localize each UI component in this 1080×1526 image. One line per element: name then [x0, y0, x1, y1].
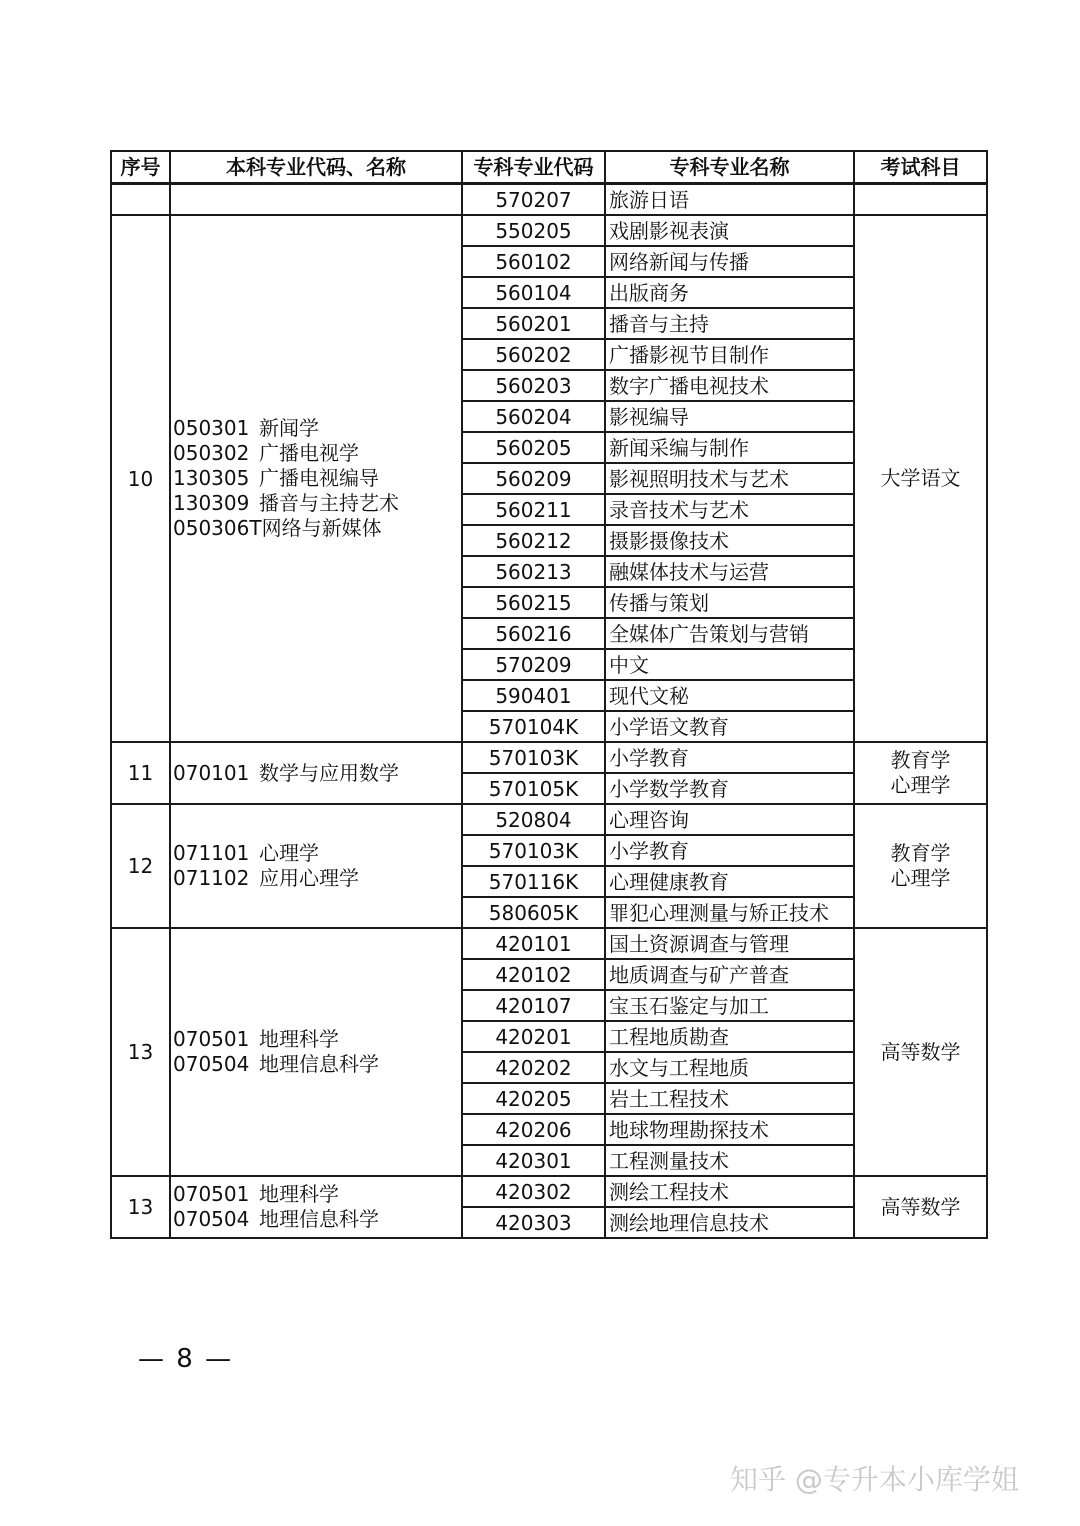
name-cell: 旅游日语: [605, 184, 854, 216]
undergrad-major-name: 地理科学: [259, 1027, 339, 1051]
name-cell: 地球物理勘探技术: [605, 1114, 854, 1145]
undergrad-cell: [170, 928, 462, 1176]
code-cell: 550205: [462, 215, 605, 246]
name-cell: 小学语文教育: [605, 711, 854, 742]
name-cell: 数字广播电视技术: [605, 370, 854, 401]
undergrad-cell: [170, 804, 462, 928]
code-cell: 560203: [462, 370, 605, 401]
name-cell: 播音与主持: [605, 308, 854, 339]
seq-cell: 10: [111, 215, 170, 742]
page-number: — 8 —: [138, 1344, 234, 1374]
undergrad-major-name: 广播电视编导: [259, 466, 379, 490]
undergrad-cell: [170, 184, 462, 216]
code-cell: 420201: [462, 1021, 605, 1052]
undergrad-major-code: 071101: [173, 841, 250, 865]
name-cell: 小学数学教育: [605, 773, 854, 804]
undergrad-major-code: 050301: [173, 416, 250, 440]
name-cell: 测绘工程技术: [605, 1176, 854, 1207]
table-row: [111, 1176, 987, 1207]
major-mapping-table: [110, 150, 988, 1239]
code-cell: 420107: [462, 990, 605, 1021]
exam-subject: 心理学: [890, 773, 951, 797]
exam-cell: [854, 928, 987, 1176]
table-row: [111, 804, 987, 835]
code-cell: 420302: [462, 1176, 605, 1207]
watermark: 知乎 @专升本小库学姐: [730, 1463, 1019, 1496]
name-cell: 网络新闻与传播: [605, 246, 854, 277]
code-cell: 570116K: [462, 866, 605, 897]
undergrad-major-code: 070504: [173, 1052, 250, 1076]
undergrad-cell: [170, 215, 462, 742]
code-cell: 580605K: [462, 897, 605, 928]
code-cell: 560202: [462, 339, 605, 370]
undergrad-major: [173, 866, 461, 891]
code-cell: 520804: [462, 804, 605, 835]
undergrad-major: [173, 1207, 461, 1232]
name-cell: 现代文秘: [605, 680, 854, 711]
code-cell: 570103K: [462, 742, 605, 773]
name-cell: 岩土工程技术: [605, 1083, 854, 1114]
code-cell: 570104K: [462, 711, 605, 742]
code-cell: 420206: [462, 1114, 605, 1145]
undergrad-major-name: 数学与应用数学: [259, 760, 399, 785]
code-cell: 420102: [462, 959, 605, 990]
undergrad-major-code: 070501: [173, 1027, 250, 1051]
code-cell: 420301: [462, 1145, 605, 1176]
code-cell: 420303: [462, 1207, 605, 1238]
name-cell: 影视照明技术与艺术: [605, 463, 854, 494]
name-cell: 广播影视节目制作: [605, 339, 854, 370]
exam-subject: 高等数学: [880, 1039, 961, 1064]
code-cell: 420101: [462, 928, 605, 959]
code-cell: 570105K: [462, 773, 605, 804]
code-cell: 560204: [462, 401, 605, 432]
table-body: [111, 184, 987, 1239]
exam-subject: 教育学: [890, 841, 951, 865]
undergrad-major-name: 地理信息科学: [259, 1052, 379, 1076]
undergrad-major-code: 050306T: [173, 516, 262, 540]
name-cell: 工程测量技术: [605, 1145, 854, 1176]
name-cell: 录音技术与艺术: [605, 494, 854, 525]
name-cell: 戏剧影视表演: [605, 215, 854, 246]
name-cell: 罪犯心理测量与矫正技术: [605, 897, 854, 928]
undergrad-major-name: 播音与主持艺术: [259, 491, 399, 515]
code-cell: 560215: [462, 587, 605, 618]
exam-cell: [854, 804, 987, 928]
name-cell: 工程地质勘查: [605, 1021, 854, 1052]
name-cell: 摄影摄像技术: [605, 525, 854, 556]
code-cell: 560201: [462, 308, 605, 339]
name-cell: 测绘地理信息技术: [605, 1207, 854, 1238]
header-exam: 考试科目: [854, 151, 987, 184]
exam-cell: [854, 742, 987, 804]
undergrad-major: [173, 416, 461, 441]
undergrad-major-code: 070501: [173, 1182, 250, 1206]
name-cell: 小学教育: [605, 742, 854, 773]
header-code: 专科专业代码: [462, 151, 605, 184]
name-cell: 中文: [605, 649, 854, 680]
name-cell: 新闻采编与制作: [605, 432, 854, 463]
undergrad-major-code: 050302: [173, 441, 250, 465]
undergrad-major-code: 071102: [173, 866, 250, 890]
name-cell: 影视编导: [605, 401, 854, 432]
header-seq: 序号: [111, 151, 170, 184]
undergrad-cell: [170, 1176, 462, 1238]
exam-subject: 高等数学: [880, 1194, 961, 1219]
code-cell: 560104: [462, 277, 605, 308]
code-cell: 590401: [462, 680, 605, 711]
undergrad-major-name: 地理信息科学: [259, 1207, 379, 1231]
exam-cell: [854, 215, 987, 742]
undergrad-major-name: 应用心理学: [259, 866, 359, 890]
code-cell: 560213: [462, 556, 605, 587]
undergrad-major-name: 新闻学: [259, 416, 319, 440]
name-cell: 出版商务: [605, 277, 854, 308]
name-cell: 传播与策划: [605, 587, 854, 618]
seq-cell: 13: [111, 928, 170, 1176]
name-cell: 宝玉石鉴定与加工: [605, 990, 854, 1021]
code-cell: 560205: [462, 432, 605, 463]
code-cell: 570209: [462, 649, 605, 680]
code-cell: 570103K: [462, 835, 605, 866]
exam-subject: 教育学: [890, 748, 951, 772]
exam-cell: [854, 184, 987, 216]
name-cell: 小学教育: [605, 835, 854, 866]
code-cell: 560216: [462, 618, 605, 649]
table-row: [111, 184, 987, 216]
seq-cell: 11: [111, 742, 170, 804]
undergrad-cell: [170, 742, 462, 804]
name-cell: 全媒体广告策划与营销: [605, 618, 854, 649]
name-cell: 心理健康教育: [605, 866, 854, 897]
table-row: [111, 215, 987, 246]
table-row: [111, 742, 987, 773]
undergrad-major-code: 130309: [173, 491, 250, 515]
undergrad-major: [173, 466, 461, 491]
name-cell: 心理咨询: [605, 804, 854, 835]
table-row: [111, 928, 987, 959]
undergrad-major: [173, 761, 461, 786]
name-cell: 地质调查与矿产普查: [605, 959, 854, 990]
code-cell: 560211: [462, 494, 605, 525]
code-cell: 570207: [462, 184, 605, 216]
seq-cell: [111, 184, 170, 216]
undergrad-major-name: 地理科学: [259, 1182, 339, 1206]
exam-subject: 心理学: [890, 866, 951, 890]
undergrad-major-name: 心理学: [259, 841, 319, 865]
exam-cell: [854, 1176, 987, 1238]
seq-cell: 12: [111, 804, 170, 928]
name-cell: 水文与工程地质: [605, 1052, 854, 1083]
seq-cell: 13: [111, 1176, 170, 1238]
undergrad-major-code: 070101: [173, 760, 250, 785]
code-cell: 560209: [462, 463, 605, 494]
name-cell: 国土资源调查与管理: [605, 928, 854, 959]
code-cell: 420202: [462, 1052, 605, 1083]
exam-subject: 大学语文: [880, 466, 961, 490]
undergrad-major: [173, 841, 461, 866]
code-cell: 420205: [462, 1083, 605, 1114]
name-cell: 融媒体技术与运营: [605, 556, 854, 587]
undergrad-major: [173, 441, 461, 466]
undergrad-major: [173, 1182, 461, 1207]
undergrad-major: [173, 1027, 461, 1052]
undergrad-major: [173, 1052, 461, 1077]
undergrad-major-code: 130305: [173, 466, 250, 490]
undergrad-major-name: 网络与新媒体: [261, 516, 382, 540]
header-name: 专科专业名称: [605, 151, 854, 184]
undergrad-major-code: 070504: [173, 1207, 250, 1231]
code-cell: 560102: [462, 246, 605, 277]
code-cell: 560212: [462, 525, 605, 556]
undergrad-major: [173, 491, 461, 516]
header-undergrad: 本科专业代码、名称: [170, 151, 462, 184]
undergrad-major: [173, 516, 461, 541]
table-header-row: [111, 151, 987, 184]
undergrad-major-name: 广播电视学: [259, 441, 359, 465]
